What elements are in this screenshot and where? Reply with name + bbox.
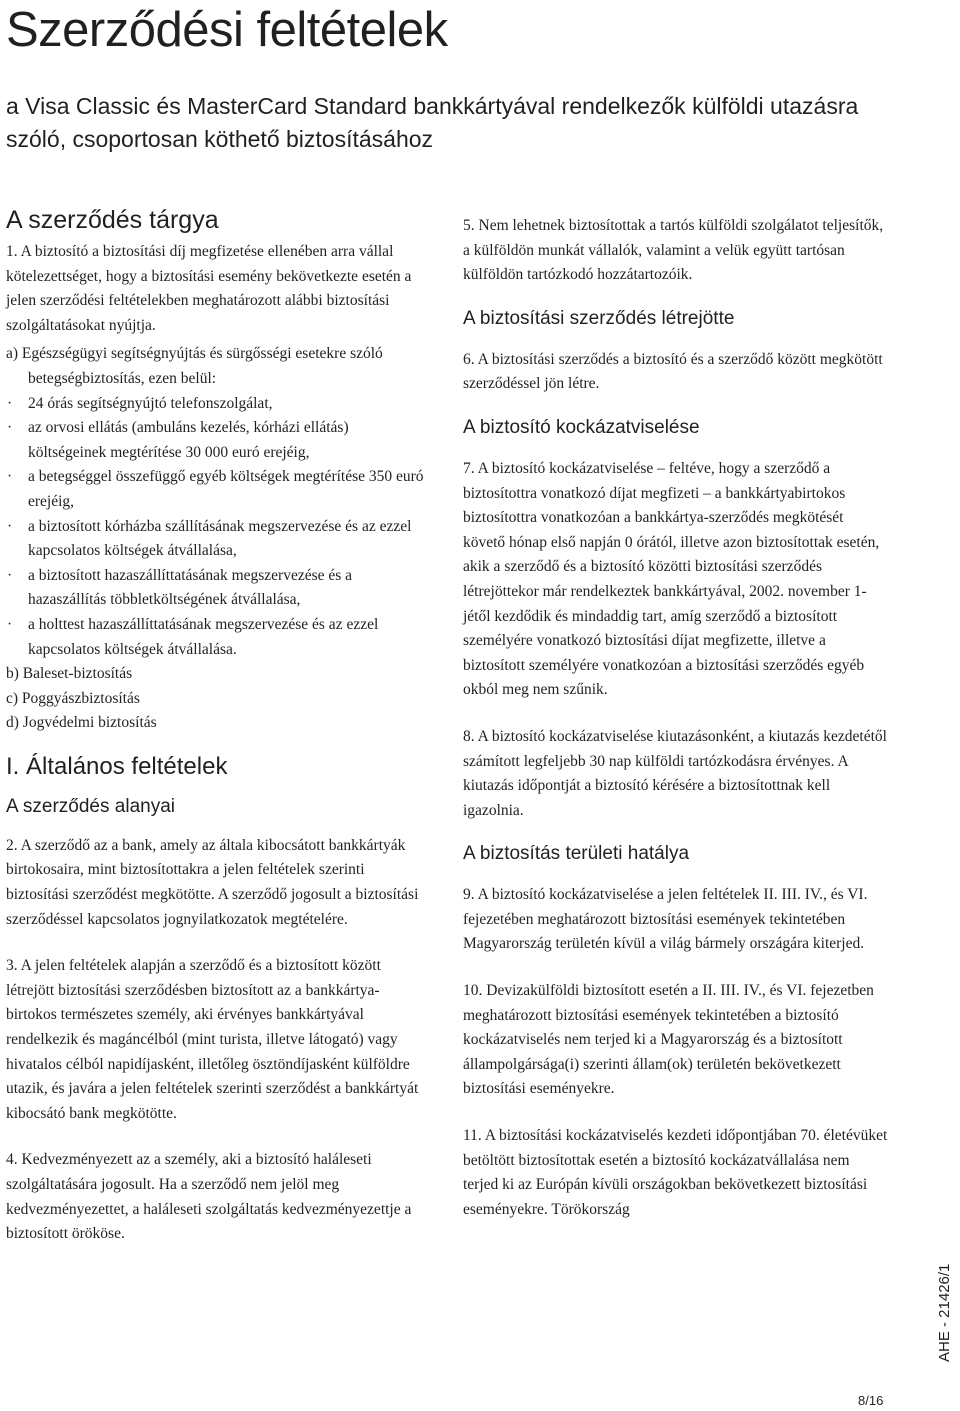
document-subtitle: a Visa Classic és MasterCard Standard bankkártyával rendelkezők külföldi utazásra szóló, csoportosan köthető biztosításához [6, 93, 859, 152]
list-item-a: a) Egészségügyi segítségnyújtás és sürgősségi esetekre szóló betegségbiztosítás, ezen belül: [6, 345, 383, 387]
paragraph-11: 11. A biztosítási kockázatviselés kezdeti időpontjában 70. életévüket betöltött biztosítottak esetén a biztosító kockázatvállalása nem terjed ki az Európán kívüli országokban bekövetkezett biztosítási eseményekre. Törökország [463, 1127, 888, 1218]
paragraph-7: 7. A biztosító kockázatviselése – feltéve, hogy a szerződő a biztosítottra vonatkozó díjat megfizeti – a bankkártyabirtokos biztosítottra vonatkozóan a bankkártya-szerződés megkötését követő hónap első napján 0 órától, illetve azon biztosítottak esetén, akik a szerződő és a biztosító közötti biztosítási szerződés létrejöttekor már rendelkeztek bankkártyával, 2002. november 1-jétől kezdődik és mindaddig tart, amíg szerződő a biztosított személyére vonatkozó biztosítási díjat megfizette, illetve a biztosított személyére vonatkozóan a biztosítási szerződés egyéb okból meg nem szűnik. [463, 459, 880, 699]
paragraph-8: 8. A biztosító kockázatviselése kiutazásonként, a kiutazás kezdetétől számított legfeljebb 30 nap külföldi tartózkodásra érvényes. A kiutazás időpontját a biztosító kérésére a biztosítottnak kell igazolnia. [463, 727, 887, 819]
paragraph-1: 1. A biztosító a biztosítási díj megfizetése ellenében arra vállal kötelezettséget, hogy a biztosítási esemény bekövetkezte esetén a jelen szerződési feltételekben meghatározott alábbi biztosítási szolgáltatásokat nyújtja. [6, 243, 412, 334]
bullet-item [6, 416, 426, 465]
bullet-text: az orvosi ellátás (ambuláns kezelés, kórházi ellátás) költségeinek megtérítése 30 000 euró erejéig, [28, 419, 349, 461]
bullet-text: a biztosított kórházba szállításának megszervezése és az ezzel kapcsolatos költségek átvállalása, [28, 517, 412, 560]
section-heading-altalanos-feltetelek: I. Általános feltételek [6, 752, 228, 780]
paragraph-5: 5. Nem lehetnek biztosítottak a tartós külföldi szolgálatot teljesítők, a külföldön munkát vállalók, valamint a velük együtt tartósan külföldön tartózkodó hozzátartozóik. [463, 217, 884, 284]
left-column [6, 200, 426, 1247]
bullet-text: a holttest hazaszállíttatásának megszervezése és az ezzel kapcsolatos költségek átvállalása. [28, 615, 379, 658]
list-item-b: b) Baleset-biztosítás [6, 665, 133, 683]
right-column [463, 214, 888, 1222]
list-item-d: d) Jogvédelmi biztosítás [6, 714, 157, 732]
bullet-item [6, 515, 426, 564]
bullet-text: 24 órás segítségnyújtó telefonszolgálat, [28, 394, 273, 412]
section-heading-kockazatviselese: A biztosító kockázatviselése [463, 416, 700, 438]
paragraph-2: 2. A szerződő az a bank, amely az általa kibocsátott bankkártyák birtokosaira, mint biztosítottakra a jelen feltételek szerinti biztosítási szerződést megkötötte. A szerződő jogosult a biztosítási szerződéssel kapcsolatos jognyilatkozatok megtételére. [6, 836, 419, 928]
paragraph-9: 9. A biztosító kockázatviselése a jelen feltételek II. III. IV., és VI. fejezetében meghatározott biztosítási események tekintetében Magyarország területén kívül a világ bármely országára kiterjed. [463, 886, 868, 953]
paragraph-6: 6. A biztosítási szerződés a biztosító és a szerződő között megkötött szerződéssel jön létre. [463, 350, 883, 393]
section-heading-szerzodes-letrejotte: A biztosítási szerződés létrejötte [463, 307, 735, 329]
page-number: 8/16 [858, 1393, 884, 1408]
bullet-mark: · [7, 566, 13, 584]
document-title: Szerződési feltételek [6, 3, 448, 57]
section-heading-teruleti-hatalya: A biztosítás területi hatálya [463, 843, 690, 865]
bullet-mark: · [7, 394, 13, 412]
bullet-item [6, 564, 426, 613]
bullet-mark: · [7, 615, 13, 633]
paragraph-4: 4. Kedvezményezett az a személy, aki a biztosító haláleseti szolgáltatására jogosult. Ha a szerződő nem jelöl meg kedvezményezettet, a haláleseti szolgáltatás kedvezményezettje a biztosított örököse. [6, 1151, 412, 1243]
bullet-mark: · [7, 517, 13, 535]
section-heading-szerzodes-targya: A szerződés tárgya [6, 206, 219, 234]
paragraph-3: 3. A jelen feltételek alapján a szerződő és a biztosított között létrejött biztosítási szerződésben biztosított az a bankkártya-birtokos természetes személy, aki érvényes bankkártyával rendelkezik és magáncélból (mint turista, illetve látogató) vagy hivatalos célból napidíjasként, illetőleg ösztöndíjasként külföldre utazik, és javára a jelen feltételek szerinti szerződést a bankkártyát kibocsátó bank megkötötte. [6, 957, 419, 1122]
bullet-item [6, 392, 426, 417]
document-code: AHE - 21426/1 [936, 1263, 953, 1362]
bullet-item [6, 465, 426, 514]
list-item-c: c) Poggyászbiztosítás [6, 689, 140, 707]
bullet-item [6, 613, 426, 662]
section-heading-szerzodes-alanyai: A szerződés alanyai [6, 795, 175, 817]
bullet-mark: · [7, 419, 13, 437]
bullet-text: a biztosított hazaszállíttatásának megszervezése és a hazaszállítás többletköltségének átvállalása, [28, 566, 353, 609]
bullet-text: a betegséggel összefüggő egyéb költségek megtérítése 350 euró erejéig, [28, 468, 424, 510]
paragraph-10: 10. Devizakülföldi biztosított esetén a II. III. IV., és VI. fejezetben meghatározott biztosítási események tekintetében a biztosító kockázatviselés nem terjed ki a Magyarország és a biztosított állampolgársága(i) szerinti állam(ok) területén bekövetkezett biztosítási eseményekre. [463, 982, 874, 1098]
bullet-mark: · [7, 468, 13, 486]
